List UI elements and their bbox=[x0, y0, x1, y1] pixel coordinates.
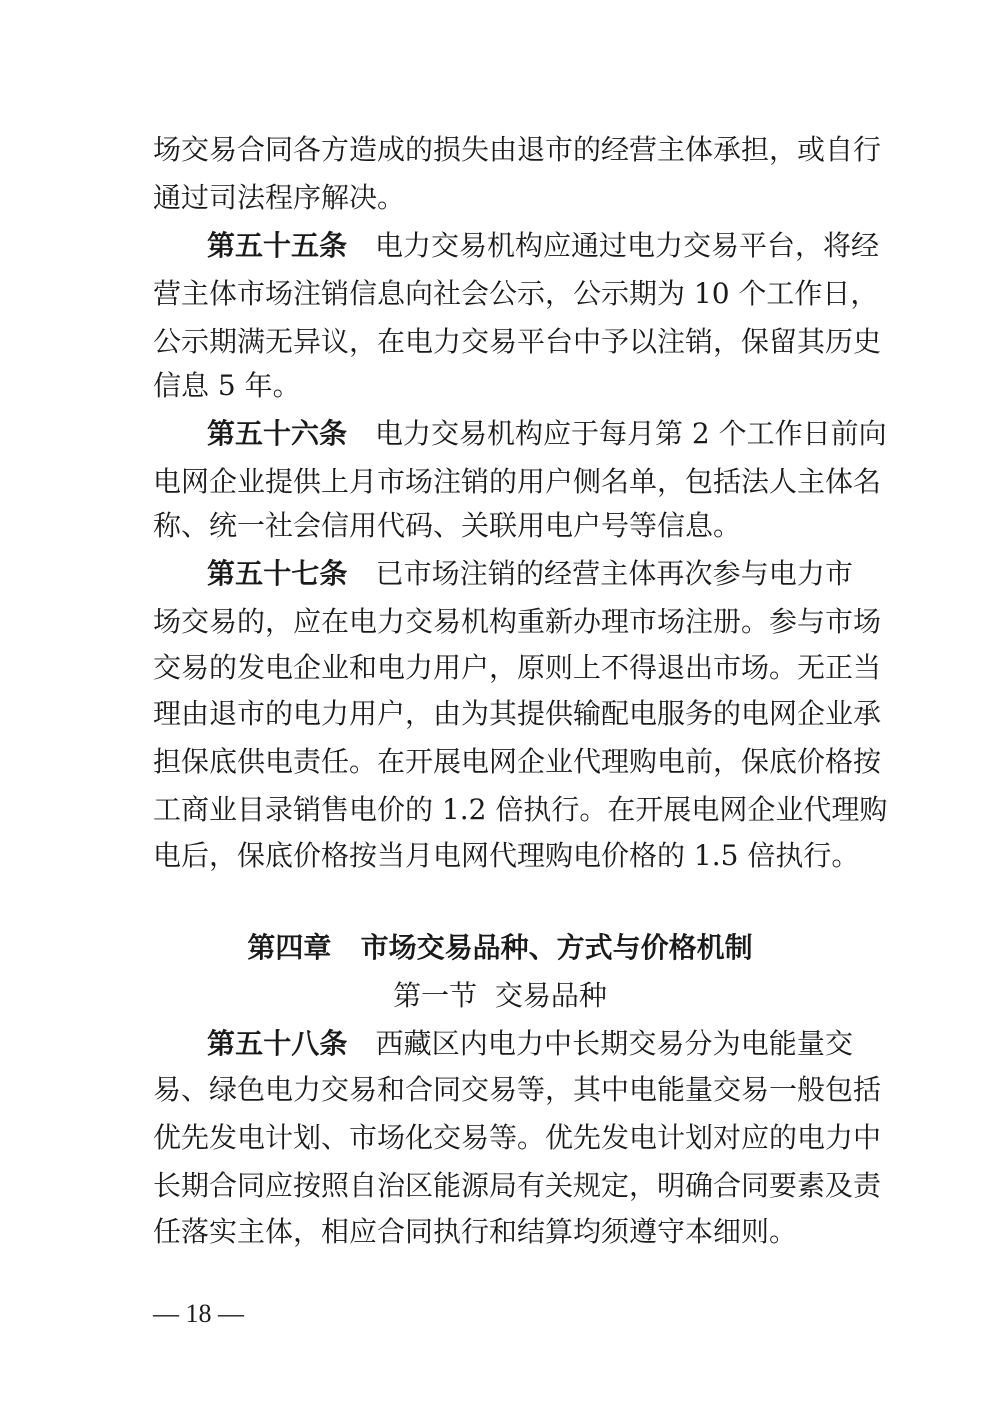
chapter-title: 第四章 市场交易品种、方式与价格机制 bbox=[247, 931, 753, 964]
paragraph-line: 称、统一社会信用代码、关联用电户号等信息。 bbox=[153, 509, 742, 542]
paragraph-line: 易、绿色电力交易和合同交易等，其中电能量交易一般包括 bbox=[153, 1073, 882, 1106]
article-56-heading: 第五十六条 bbox=[207, 417, 348, 450]
article-56-line bbox=[207, 414, 887, 454]
article-55-heading: 第五十五条 bbox=[207, 229, 348, 262]
paragraph-line: 交易的发电企业和电力用户，原则上不得退出市场。无正当 bbox=[153, 651, 882, 684]
article-57-line bbox=[207, 554, 853, 594]
paragraph-line: 信息 5 年。 bbox=[153, 369, 301, 402]
paragraph-line: 长期合同应按照自治区能源局有关规定，明确合同要素及责 bbox=[153, 1169, 882, 1202]
paragraph-line: 电后，保底价格按当月电网代理购电价格的 1.5 倍执行。 bbox=[153, 839, 860, 872]
paragraph-line: 担保底供电责任。在开展电网企业代理购电前，保底价格按 bbox=[153, 745, 882, 778]
paragraph-line: 场交易的，应在电力交易机构重新办理市场注册。参与市场 bbox=[153, 605, 882, 638]
article-58-heading: 第五十八条 bbox=[207, 1027, 348, 1060]
paragraph-line: 场交易合同各方造成的损失由退市的经营主体承担，或自行 bbox=[153, 133, 882, 166]
paragraph-text: 西藏区内电力中长期交易分为电能量交 bbox=[375, 1027, 853, 1060]
article-58-line bbox=[207, 1024, 853, 1064]
paragraph-text: 电力交易机构应通过电力交易平台，将经 bbox=[375, 229, 880, 262]
paragraph-line: 电网企业提供上月市场注销的用户侧名单，包括法人主体名 bbox=[153, 465, 882, 498]
paragraph-text: 电力交易机构应于每月第 2 个工作日前向 bbox=[375, 417, 887, 450]
article-55-line bbox=[207, 226, 880, 266]
paragraph-line: 工商业目录销售电价的 1.2 倍执行。在开展电网企业代理购 bbox=[153, 793, 888, 826]
article-57-heading: 第五十七条 bbox=[207, 557, 348, 590]
page-number: — 18 — bbox=[153, 1299, 244, 1328]
paragraph-line: 优先发电计划、市场化交易等。优先发电计划对应的电力中 bbox=[153, 1121, 882, 1154]
paragraph-text: 已市场注销的经营主体再次参与电力市 bbox=[375, 557, 853, 590]
paragraph-line: 理由退市的电力用户，由为其提供输配电服务的电网企业承 bbox=[153, 697, 882, 730]
paragraph-line: 任落实主体，相应合同执行和结算均须遵守本细则。 bbox=[153, 1215, 798, 1248]
paragraph-line: 营主体市场注销信息向社会公示，公示期为 10 个工作日， bbox=[153, 277, 879, 310]
paragraph-line: 公示期满无异议，在电力交易平台中予以注销，保留其历史 bbox=[153, 325, 882, 358]
section-title: 第一节 交易品种 bbox=[393, 979, 607, 1012]
paragraph-line: 通过司法程序解决。 bbox=[153, 181, 406, 214]
